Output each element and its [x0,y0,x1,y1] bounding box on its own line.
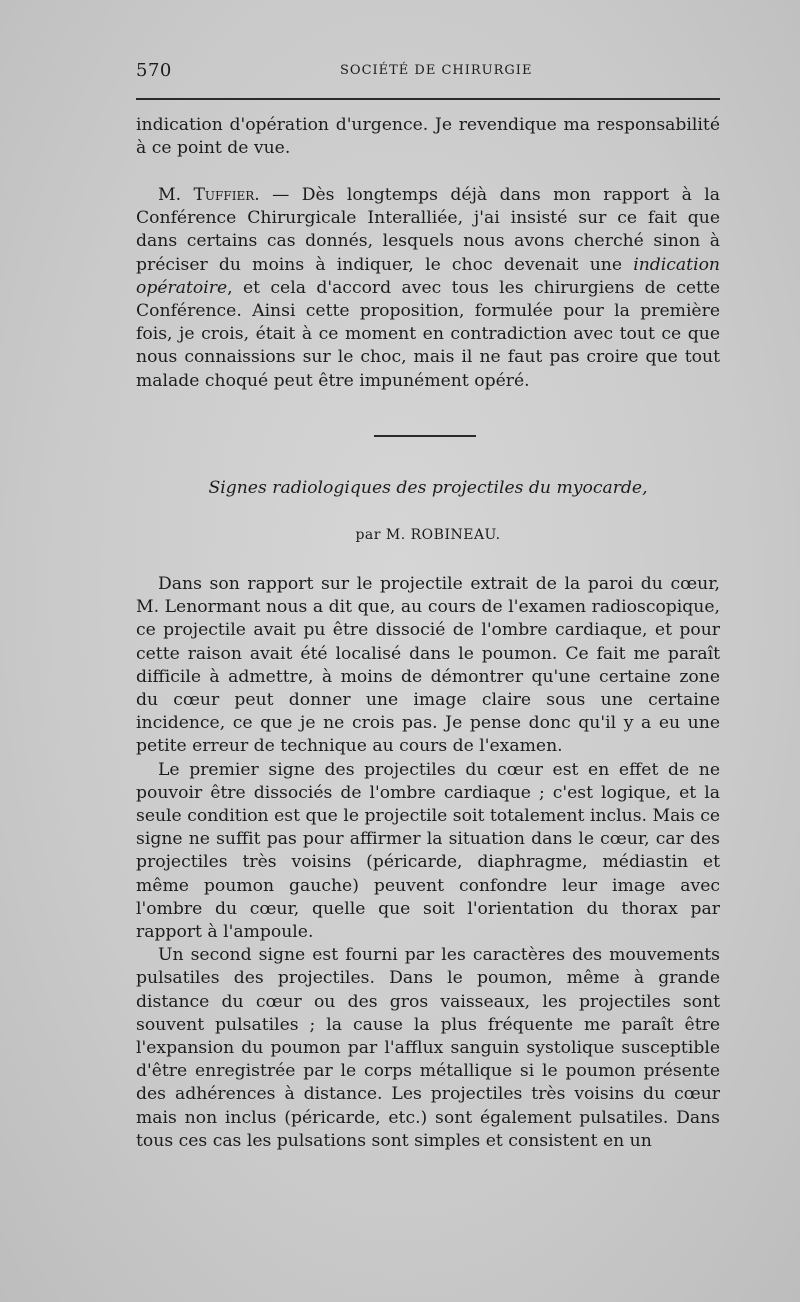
body-paragraph: Le premier signe des projectiles du cœur est en effet de ne pouvoir être dissociés de l'ombre cardiaque ; c'est logique, et la seule condition est que le projectile soit totalement inclus. Mais ce signe ne suffit pas pour affirmer la situation dans le cœur, car des projectiles très voisins (péricarde, diaphragme, médiastin et même poumon gauche) peuvent confondre leur image avec l'ombre du cœur, quelle que soit l'orientation du thorax par rapport à l'ampoule. [136,759,720,943]
running-head: SOCIÉTÉ DE CHIRURGIE [340,63,533,78]
header-rule [136,98,720,100]
tuffier-text-after: , et cela d'accord avec tous les chirurgiens de cette Conférence. Ainsi cette proposition, formulée pour la première fois, je crois, était à ce moment en contradiction avec tout ce que nous connaissions sur le choc, mais il ne faut pas croire que tout malade choqué peut être impunément opéré. [136,277,720,391]
tuffier-italic-term: indication opératoire [136,254,720,298]
page-header [136,60,720,84]
page-number: 570 [136,60,172,81]
tuffier-text [136,184,720,393]
speaker-name: M. Tuffier. [158,185,260,205]
tuffier-paragraph [136,184,720,393]
article-byline: par M. ROBINEAU. [355,527,501,543]
body-paragraph: Dans son rapport sur le projectile extrait de la paroi du cœur, M. Lenormant nous a dit que, au cours de l'examen radioscopique, ce projectile avait pu être dissocié de l'ombre cardiaque, et pour cette raison avait été localisé dans le poumon. Ce fait me paraît difficile à admettre, à moins de démontrer qu'une certaine zone du cœur peut donner une image claire sous une certaine incidence, ce que je ne crois pas. Je pense donc qu'il y a eu une petite erreur de technique au cours de l'examen. [136,574,720,757]
body-paragraph: Un second signe est fourni par les caractères des mouvements pulsatiles des projectiles. Dans le poumon, même à grande distance du cœur ou des gros vaisseaux, les projectiles sont souvent pulsatiles ; la cause la plus fréquente me paraît être l'expansion du poumon par l'afflux sanguin systolique susceptible d'être enregistrée par le corps métallique si le poumon présente des adhérences à distance. Les projectiles très voisins du cœur mais non inclus (péricarde, etc.) sont également pulsatiles. Dans tous ces cas les pulsations sont simples et consistent en un [136,945,720,1151]
tuffier-text-before: — Dès longtemps déjà dans mon rapport à la Conférence Chirurgicale Interalliée, j'ai insisté sur ce fait que dans certains cas donnés, lesquels nous avons cherché sinon à préciser du moins à indiquer, le choc devenait une [136,185,720,275]
article-body [136,573,720,1153]
continuation-text: indication d'opération d'urgence. Je revendique ma responsabilité à ce point de vue. [136,115,720,159]
section-separator [374,435,476,437]
continuation-paragraph [136,114,720,160]
article-title: Signes radiologiques des projectiles du myocarde, [208,478,648,498]
